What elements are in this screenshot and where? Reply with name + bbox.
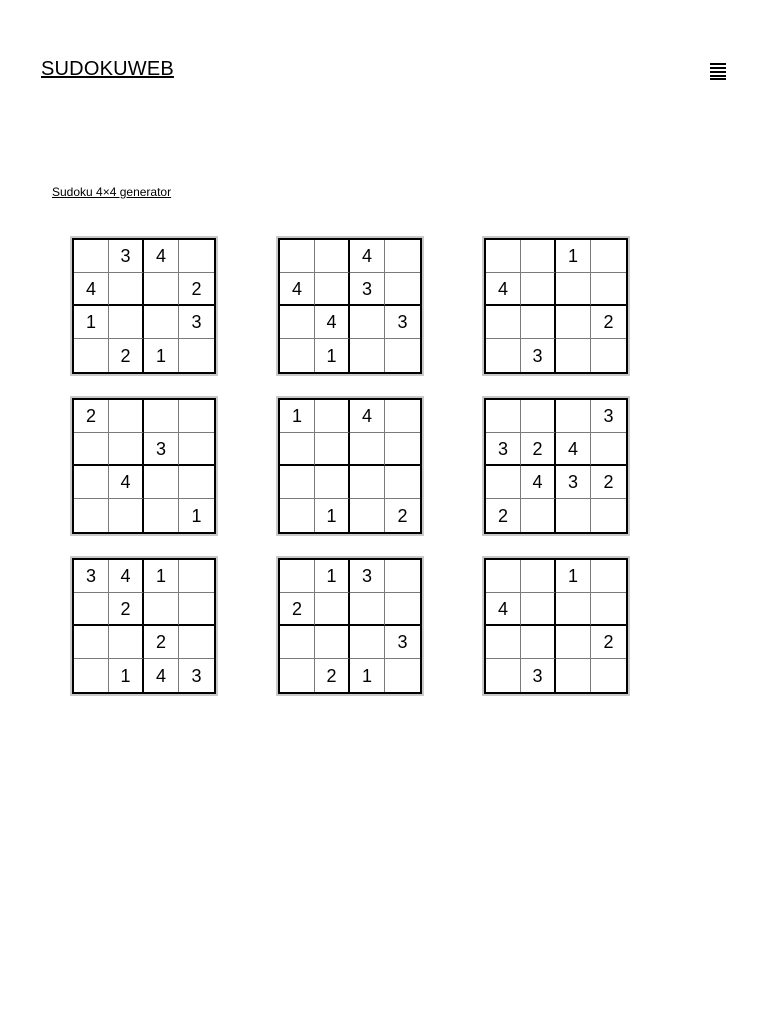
- sudoku-cell: [144, 499, 179, 532]
- sudoku-cell: 2: [280, 593, 315, 626]
- sudoku-cell: [556, 339, 591, 372]
- sudoku-cell: [179, 433, 214, 466]
- sudoku-cell: 2: [397, 505, 408, 526]
- sudoku-cell: [591, 273, 626, 306]
- sudoku-cell: [556, 499, 591, 532]
- sudoku-cell: [350, 626, 385, 659]
- sudoku-cell: [144, 466, 179, 499]
- sudoku-cell: [74, 240, 109, 273]
- sudoku-cell: 1: [191, 505, 202, 526]
- sudoku-cell: [385, 659, 420, 692]
- sudoku-cell: [350, 306, 385, 339]
- sudoku-cell: [280, 339, 315, 372]
- sudoku-puzzle[interactable]: [72, 558, 216, 694]
- sudoku-cell: 4: [521, 466, 556, 499]
- sudoku-cell: 4: [74, 273, 109, 306]
- sudoku-cell: [591, 339, 626, 372]
- sudoku-cell: 3: [521, 339, 556, 372]
- sudoku-cell: [74, 466, 109, 499]
- sudoku-cell: [350, 499, 385, 532]
- sudoku-cell: [280, 433, 315, 466]
- sudoku-cell: [144, 400, 179, 433]
- sudoku-cell: 4: [280, 273, 315, 306]
- sudoku-cell: [280, 466, 315, 499]
- sudoku-cell: 1: [144, 339, 179, 372]
- sudoku-cell: [315, 593, 350, 626]
- sudoku-cell: [315, 466, 350, 499]
- sudoku-cell: [179, 626, 214, 659]
- sudoku-cell: [280, 626, 315, 659]
- sudoku-cell: [109, 273, 144, 306]
- sudoku-cell: [315, 273, 350, 306]
- sudoku-cell: [521, 273, 556, 306]
- sudoku-cell: [74, 593, 109, 626]
- sudoku-cell: [385, 273, 420, 306]
- sudoku-cell: [385, 339, 420, 372]
- sudoku-cell: [486, 400, 521, 433]
- sudoku-cell: [74, 339, 109, 372]
- sudoku-cell: [179, 560, 214, 593]
- site-logo[interactable]: SUDOKUWEB: [41, 58, 174, 80]
- sudoku-cell: 3: [521, 659, 556, 692]
- sudoku-cell: 2: [74, 400, 109, 433]
- sudoku-cell: 1: [315, 499, 350, 532]
- sudoku-cell: [521, 499, 556, 532]
- sudoku-cell: [385, 593, 420, 626]
- sudoku-cell: [486, 306, 521, 339]
- sudoku-cell: [144, 593, 179, 626]
- sudoku-cell: [179, 240, 214, 273]
- sudoku-cell: 4: [315, 306, 350, 339]
- sudoku-cell: [315, 626, 350, 659]
- sudoku-cell: 1: [280, 400, 315, 433]
- sudoku-cell: [280, 499, 315, 532]
- sudoku-cell: [385, 466, 420, 499]
- sudoku-cell: [556, 306, 591, 339]
- sudoku-cell: [315, 400, 350, 433]
- sudoku-cell: 1: [109, 659, 144, 692]
- sudoku-cell: [591, 499, 626, 532]
- sudoku-cell: 4: [109, 466, 144, 499]
- sudoku-puzzle[interactable]: [484, 398, 628, 534]
- sudoku-cell: [556, 626, 591, 659]
- sudoku-cell: [179, 466, 214, 499]
- sudoku-cell: [109, 400, 144, 433]
- sudoku-cell: [109, 433, 144, 466]
- sudoku-cell: 4: [144, 659, 179, 692]
- sudoku-cell: [521, 400, 556, 433]
- sudoku-cell: [521, 240, 556, 273]
- sudoku-cell: 2: [521, 433, 556, 466]
- sudoku-cell: 1: [144, 560, 179, 593]
- sudoku-cell: [486, 466, 521, 499]
- sudoku-cell: [521, 626, 556, 659]
- sudoku-cell: 3: [591, 400, 626, 433]
- breadcrumb-link[interactable]: Sudoku 4×4 generator: [52, 185, 172, 199]
- sudoku-cell: 4: [486, 593, 521, 626]
- sudoku-cell: [144, 273, 179, 306]
- sudoku-cell: [179, 339, 214, 372]
- sudoku-cell: 2: [591, 466, 626, 499]
- sudoku-cell: 1: [315, 339, 350, 372]
- sudoku-cell: 2: [109, 339, 144, 372]
- sudoku-cell: 1: [350, 659, 385, 692]
- sudoku-cell: 2: [144, 626, 179, 659]
- sudoku-cell: [179, 400, 214, 433]
- sudoku-cell: [521, 306, 556, 339]
- sudoku-puzzle[interactable]: [72, 238, 216, 374]
- sudoku-cell: [591, 560, 626, 593]
- sudoku-cell: 1: [556, 560, 591, 593]
- sudoku-cell: [74, 626, 109, 659]
- sudoku-cell: [521, 593, 556, 626]
- sudoku-cell: 3: [191, 665, 202, 686]
- sudoku-cell: [591, 659, 626, 692]
- sudoku-cell: [350, 593, 385, 626]
- sudoku-cell: [591, 433, 626, 466]
- sudoku-cell: [385, 433, 420, 466]
- sudoku-cell: [556, 593, 591, 626]
- sudoku-cell: [591, 593, 626, 626]
- sudoku-cell: 3: [144, 433, 179, 466]
- sudoku-cell: 4: [556, 433, 591, 466]
- sudoku-cell: [109, 306, 144, 339]
- hamburger-menu-icon[interactable]: [709, 62, 727, 80]
- sudoku-cell: 2: [591, 306, 626, 339]
- sudoku-puzzle[interactable]: [278, 398, 422, 534]
- sudoku-cell: [179, 593, 214, 626]
- sudoku-cell: 3: [74, 560, 109, 593]
- sudoku-cell: 4: [350, 400, 385, 433]
- sudoku-cell: 3: [350, 560, 385, 593]
- sudoku-cell: 3: [109, 240, 144, 273]
- sudoku-cell: [109, 499, 144, 532]
- sudoku-cell: 2: [591, 626, 626, 659]
- sudoku-cell: 3: [486, 433, 521, 466]
- sudoku-cell: [385, 400, 420, 433]
- sudoku-cell: 3: [556, 466, 591, 499]
- sudoku-cell: [556, 659, 591, 692]
- sudoku-cell: [109, 626, 144, 659]
- sudoku-cell: 3: [350, 273, 385, 306]
- sudoku-cell: 4: [109, 560, 144, 593]
- sudoku-cell: [350, 466, 385, 499]
- sudoku-cell: 3: [385, 626, 420, 659]
- sudoku-cell: [521, 560, 556, 593]
- sudoku-cell: 4: [486, 273, 521, 306]
- sudoku-cell: 1: [74, 306, 109, 339]
- sudoku-puzzle[interactable]: [72, 398, 216, 534]
- sudoku-cell: [280, 306, 315, 339]
- sudoku-cell: [315, 433, 350, 466]
- sudoku-cell: [74, 659, 109, 692]
- sudoku-cell: [74, 499, 109, 532]
- sudoku-cell: 2: [486, 499, 521, 532]
- sudoku-cell: [486, 560, 521, 593]
- sudoku-cell: [350, 433, 385, 466]
- sudoku-cell: [486, 626, 521, 659]
- sudoku-cell: [556, 400, 591, 433]
- sudoku-cell: 3: [385, 306, 420, 339]
- sudoku-puzzle[interactable]: [484, 238, 628, 374]
- sudoku-cell: 3: [179, 306, 214, 339]
- sudoku-cell: 2: [109, 593, 144, 626]
- sudoku-cell: [486, 240, 521, 273]
- sudoku-cell: [280, 560, 315, 593]
- sudoku-cell: 1: [556, 240, 591, 273]
- sudoku-cell: [74, 433, 109, 466]
- sudoku-cell: [486, 659, 521, 692]
- sudoku-cell: [144, 306, 179, 339]
- sudoku-cell: 1: [315, 560, 350, 593]
- sudoku-cell: [315, 240, 350, 273]
- sudoku-cell: [385, 560, 420, 593]
- sudoku-cell: [280, 659, 315, 692]
- sudoku-cell: [280, 240, 315, 273]
- sudoku-cell: 4: [350, 240, 385, 273]
- sudoku-cell: [556, 273, 591, 306]
- sudoku-cell: 4: [144, 240, 179, 273]
- sudoku-puzzle[interactable]: [484, 558, 628, 694]
- sudoku-cell: 2: [315, 659, 350, 692]
- sudoku-cell: [486, 339, 521, 372]
- sudoku-cell: [591, 240, 626, 273]
- sudoku-cell: [385, 240, 420, 273]
- sudoku-cell: [350, 339, 385, 372]
- sudoku-puzzle[interactable]: [278, 558, 422, 694]
- sudoku-cell: 2: [179, 273, 214, 306]
- sudoku-puzzle[interactable]: [278, 238, 422, 374]
